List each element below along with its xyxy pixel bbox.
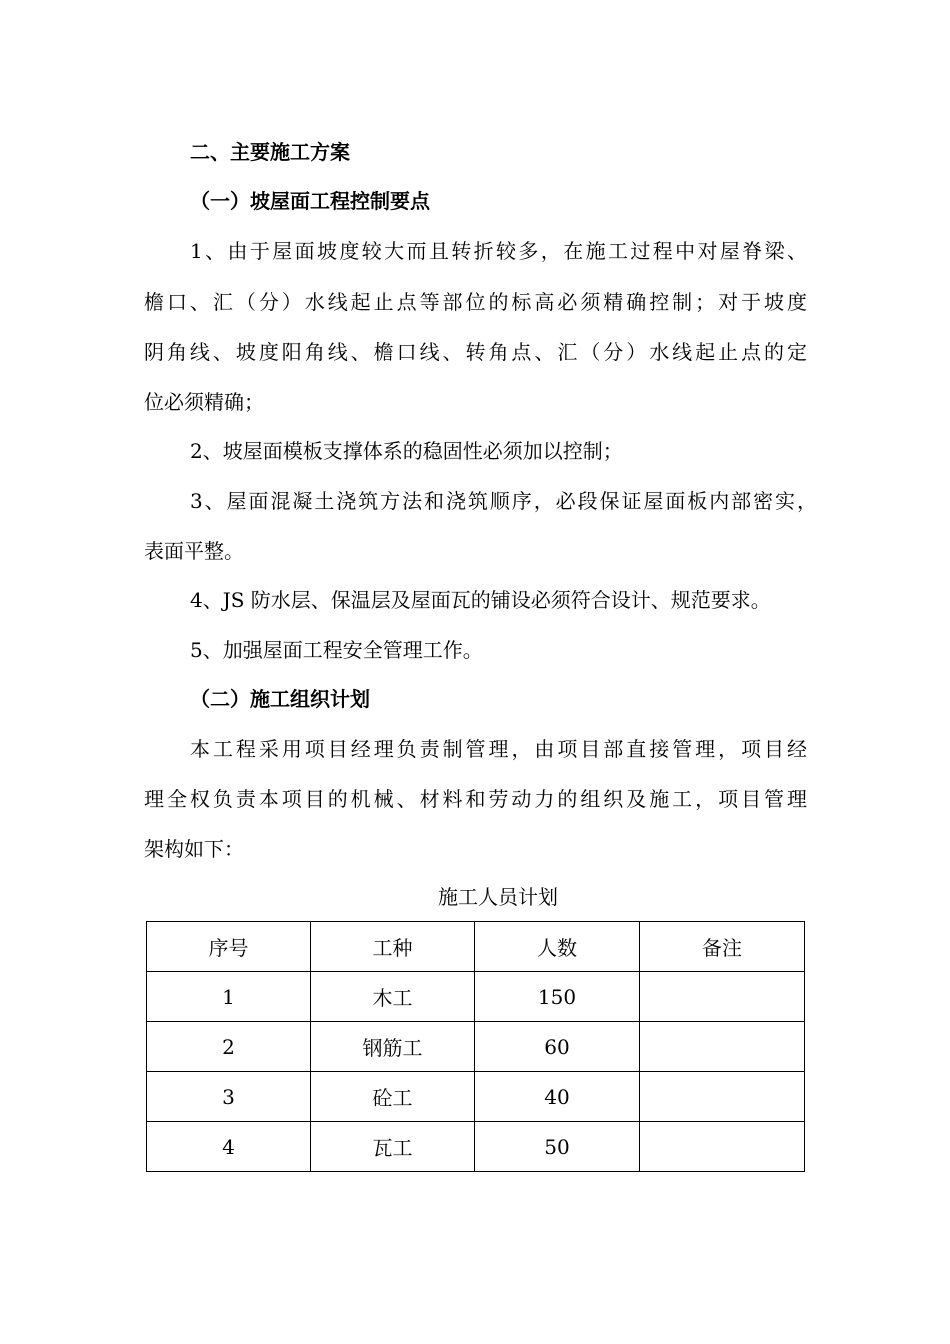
cell-trade: 砼工 — [311, 1072, 475, 1122]
subsection-title-2: （二）施工组织计划 — [190, 687, 370, 711]
header-trade: 工种 — [311, 922, 475, 972]
point-3-line-1: 3、屋面混凝土浇筑方法和浇筑顺序，必段保证屋面板内部密实， — [190, 489, 817, 513]
org-text-line-3: 架构如下： — [144, 837, 244, 861]
org-text-line-1: 本工程采用项目经理负责制管理，由项目部直接管理，项目经 — [190, 737, 807, 761]
cell-trade: 木工 — [311, 972, 475, 1022]
cell-count: 50 — [475, 1122, 640, 1172]
cell-index: 2 — [147, 1022, 311, 1072]
cell-remark — [640, 1072, 805, 1122]
point-1-line-4: 位必须精确； — [144, 390, 264, 414]
point-4: 4、JS 防水层、保温层及屋面瓦的铺设必须符合设计、规范要求。 — [190, 588, 771, 612]
cell-index: 1 — [147, 972, 311, 1022]
cell-count: 150 — [475, 972, 640, 1022]
table-row — [147, 1022, 805, 1072]
table-row — [147, 1072, 805, 1122]
header-index: 序号 — [147, 922, 311, 972]
table-row — [147, 972, 805, 1022]
table-row — [147, 1122, 805, 1172]
cell-count: 40 — [475, 1072, 640, 1122]
point-3-line-2: 表面平整。 — [144, 539, 244, 563]
point-1-line-3: 阴角线、坡度阳角线、檐口线、转角点、汇（分）水线起止点的定 — [144, 340, 807, 364]
point-2: 2、坡屋面模板支撑体系的稳固性必须加以控制； — [190, 439, 623, 463]
cell-remark — [640, 1122, 805, 1172]
cell-remark — [640, 1022, 805, 1072]
point-5: 5、加强屋面工程安全管理工作。 — [190, 638, 483, 662]
cell-remark — [640, 972, 805, 1022]
cell-trade: 瓦工 — [311, 1122, 475, 1172]
cell-count: 60 — [475, 1022, 640, 1072]
subsection-title-1: （一）坡屋面工程控制要点 — [190, 189, 430, 213]
header-remark: 备注 — [640, 922, 805, 972]
section-title: 二、主要施工方案 — [190, 140, 350, 164]
point-1-line-2: 檐口、汇（分）水线起止点等部位的标高必须精确控制；对于坡度 — [144, 290, 807, 314]
staff-plan-table — [146, 921, 805, 1172]
cell-index: 3 — [147, 1072, 311, 1122]
table-caption: 施工人员计划 — [438, 885, 558, 909]
cell-trade: 钢筋工 — [311, 1022, 475, 1072]
cell-index: 4 — [147, 1122, 311, 1172]
header-count: 人数 — [475, 922, 640, 972]
point-1-line-1: 1、由于屋面坡度较大而且转折较多，在施工过程中对屋脊梁、 — [190, 239, 807, 263]
org-text-line-2: 理全权负责本项目的机械、材料和劳动力的组织及施工，项目管理 — [144, 787, 807, 811]
table-header-row — [147, 922, 805, 972]
